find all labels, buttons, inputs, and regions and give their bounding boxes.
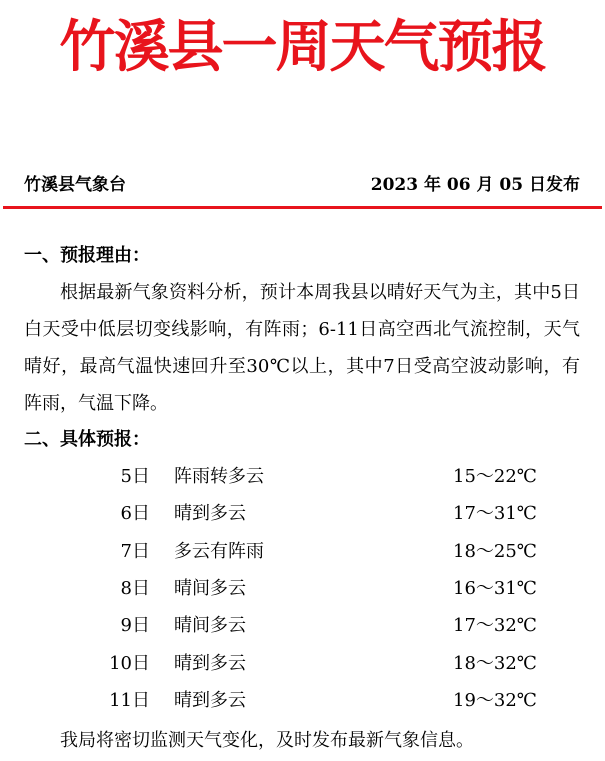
forecast-row <box>0 463 605 491</box>
forecast-temperature: 18～32℃ <box>453 653 537 674</box>
forecast-weather: 晴间多云 <box>174 615 246 636</box>
issue-date: 2023 年 06 月 05 日发布 <box>370 175 580 195</box>
forecast-heading: 二、具体预报： <box>24 429 150 450</box>
forecast-day: 9日 <box>120 615 150 636</box>
forecast-day: 11日 <box>109 690 150 711</box>
forecast-weather: 晴到多云 <box>174 653 246 674</box>
forecast-temperature: 16～31℃ <box>453 578 537 599</box>
document-title: 竹溪县一周天气预报 <box>59 15 546 80</box>
closing-statement: 我局将密切监测天气变化，及时发布最新气象信息。 <box>60 730 474 751</box>
red-divider <box>3 206 602 209</box>
forecast-row <box>0 650 605 678</box>
forecast-day: 8日 <box>120 578 150 599</box>
forecast-temperature: 17～32℃ <box>453 615 537 636</box>
forecast-weather: 阵雨转多云 <box>174 466 264 487</box>
forecast-day: 6日 <box>120 503 150 524</box>
forecast-temperature: 15～22℃ <box>453 466 537 487</box>
forecast-weather: 多云有阵雨 <box>174 541 264 562</box>
reason-paragraph: 根据最新气象资料分析，预计本周我县以晴好天气为主，其中5日白天受中低层切变线影响，有阵雨；6-11日高空西北气流控制，天气晴好，最高气温快速回升至30℃以上，其中7日受高空波动影响，有阵雨，气温下降。 <box>24 282 580 414</box>
forecast-day: 10日 <box>109 653 150 674</box>
forecast-row <box>0 500 605 528</box>
issuer-name: 竹溪县气象台 <box>24 175 126 195</box>
forecast-day: 7日 <box>120 541 150 562</box>
forecast-weather: 晴到多云 <box>174 690 246 711</box>
forecast-weather: 晴到多云 <box>174 503 246 524</box>
forecast-row <box>0 687 605 715</box>
forecast-day: 5日 <box>120 466 150 487</box>
forecast-row <box>0 612 605 640</box>
issuer-row <box>24 171 580 199</box>
forecast-temperature: 17～31℃ <box>453 503 537 524</box>
forecast-weather: 晴间多云 <box>174 578 246 599</box>
forecast-temperature: 18～25℃ <box>453 541 537 562</box>
forecast-row <box>0 538 605 566</box>
forecast-row <box>0 575 605 603</box>
reason-heading: 一、预报理由： <box>24 245 150 266</box>
forecast-temperature: 19～32℃ <box>453 690 537 711</box>
